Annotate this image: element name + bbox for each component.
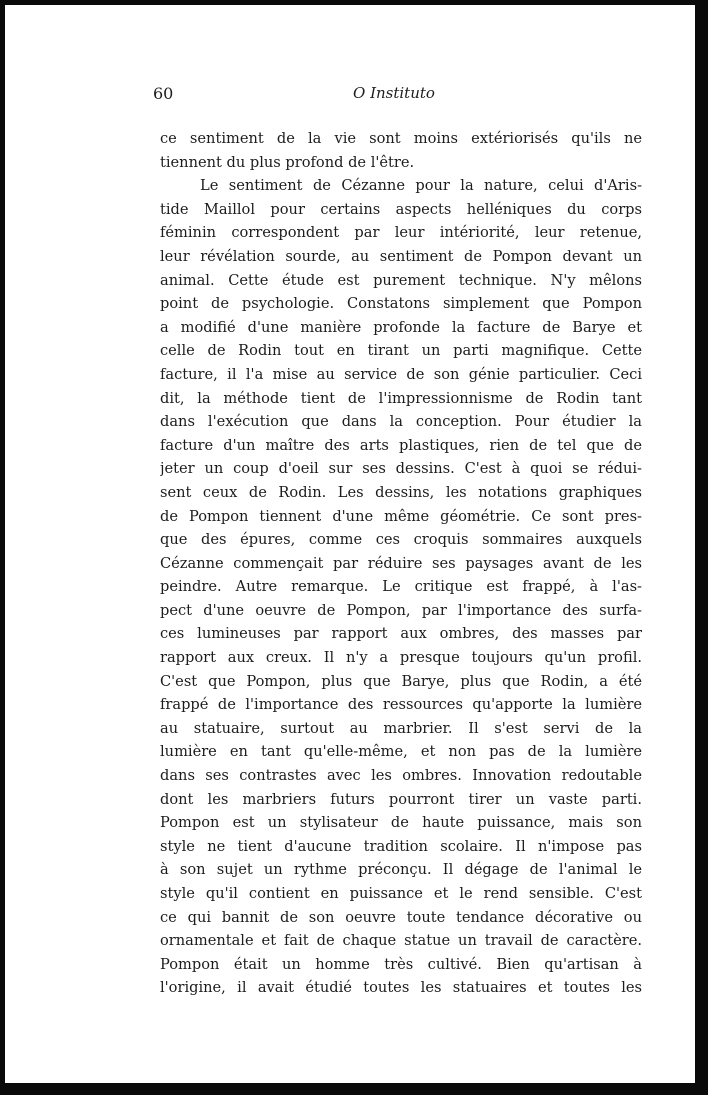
text-line: ce qui bannit de son oeuvre toute tendance décorative ou: [160, 908, 642, 926]
text-line: peindre. Autre remarque. Le critique est frappé, à l'as-: [160, 578, 642, 596]
text-line: pect d'une oeuvre de Pompon, par l'importance des surfa-: [160, 601, 642, 619]
text-line: lumière en tant qu'elle-même, et non pas de la lumière: [160, 743, 642, 761]
text-line: tiennent du plus profond de l'être.: [160, 153, 415, 171]
text-line: style qu'il contient en puissance et le rend sensible. C'est: [160, 885, 642, 902]
text-line: point de psychologie. Constatons simplement que Pompon: [160, 295, 642, 313]
text-line: jeter un coup d'oeil sur ses dessins. C'est à quoi se rédui-: [160, 460, 642, 478]
text-line: facture, il l'a mise au service de son génie particulier. Ceci: [160, 365, 642, 383]
text-line: dans ses contrastes avec les ombres. Innovation redoutable: [160, 767, 642, 785]
text-line: Le sentiment de Cézanne pour la nature, celui d'Aris-: [200, 177, 642, 195]
running-title: O Instituto: [353, 84, 435, 102]
text-line: animal. Cette étude est purement technique. N'y mêlons: [160, 271, 642, 289]
text-line: frappé de l'importance des ressources qu'apporte la lumière: [160, 696, 642, 714]
body-text: [160, 127, 642, 1000]
text-line: tide Maillol pour certains aspects helléniques du corps: [160, 200, 642, 218]
text-line: rapport aux creux. Il n'y a presque toujours qu'un profil.: [160, 649, 642, 667]
text-line: ces lumineuses par rapport aux ombres, des masses par: [160, 625, 642, 643]
text-line: dont les marbriers futurs pourront tirer un vaste parti.: [160, 790, 642, 808]
text-line: que des épures, comme ces croquis sommaires auxquels: [160, 531, 642, 549]
text-line: Pompon est un stylisateur de haute puissance, mais son: [160, 814, 642, 832]
text-line: C'est que Pompon, plus que Barye, plus que Rodin, a été: [160, 672, 642, 690]
text-line: leur révélation sourde, au sentiment de Pompon devant un: [160, 247, 642, 265]
text-line: celle de Rodin tout en tirant un parti magnifique. Cette: [160, 342, 642, 360]
page-number: 60: [153, 84, 174, 103]
text-line: ce sentiment de la vie sont moins extériorisés qu'ils ne: [160, 130, 642, 147]
text-line: ornamentale et fait de chaque statue un travail de caractère.: [160, 932, 642, 950]
text-line: féminin correspondent par leur intériorité, leur retenue,: [160, 224, 642, 242]
text-line: style ne tient d'aucune tradition scolaire. Il n'impose pas: [160, 837, 642, 855]
text-line: dans l'exécution que dans la conception. Pour étudier la: [160, 413, 642, 431]
text-line: a modifié d'une manière profonde la facture de Barye et: [160, 318, 642, 336]
book-page: [5, 5, 695, 1083]
text-line: facture d'un maître des arts plastiques, rien de tel que de: [160, 436, 642, 454]
text-line: sent ceux de Rodin. Les dessins, les notations graphiques: [160, 483, 642, 501]
text-line: à son sujet un rythme préconçu. Il dégage de l'animal le: [160, 861, 642, 879]
text-line: de Pompon tiennent d'une même géométrie. Ce sont pres-: [160, 507, 642, 525]
text-line: dit, la méthode tient de l'impressionnisme de Rodin tant: [160, 389, 642, 407]
text-line: l'origine, il avait étudié toutes les statuaires et toutes les: [160, 979, 642, 997]
page-header: [153, 84, 645, 106]
text-line: au statuaire, surtout au marbrier. Il s'est servi de la: [160, 719, 642, 737]
text-line: Pompon était un homme très cultivé. Bien qu'artisan à: [160, 955, 642, 973]
text-line: Cézanne commençait par réduire ses paysages avant de les: [160, 554, 642, 572]
